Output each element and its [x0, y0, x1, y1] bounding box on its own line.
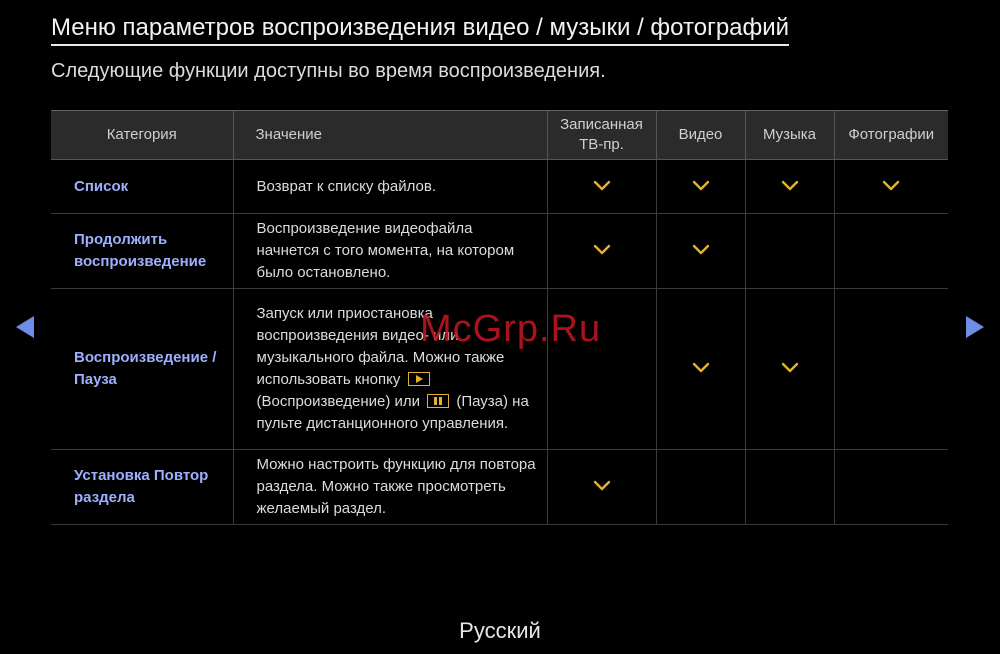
- play-icon: [408, 372, 430, 386]
- desc-text-1: Запуск или приостановка воспроизведения видео- или музыкального файла. Можно также использовать кнопку: [256, 305, 505, 388]
- table-header-row: [51, 111, 948, 160]
- check-icon: [692, 361, 710, 373]
- check-icon: [781, 179, 799, 191]
- cell-photos: [834, 289, 948, 450]
- header-category: Категория: [51, 111, 233, 160]
- pause-icon: [427, 394, 449, 408]
- header-music: Музыка: [745, 111, 834, 160]
- table-row: [51, 160, 948, 214]
- page-subtitle: Следующие функции доступны во время воспроизведения.: [51, 60, 606, 82]
- check-icon: [882, 179, 900, 191]
- cell-music: [745, 160, 834, 214]
- watermark: McGrp.Ru: [420, 308, 602, 350]
- check-icon: [593, 243, 611, 255]
- header-photos: Фотографии: [834, 111, 948, 160]
- cell-music: [745, 289, 834, 450]
- desc-text-3: (Пауза) на пульте дистанционного управления.: [256, 393, 529, 432]
- row-category: Воспроизведение / Пауза: [51, 289, 233, 450]
- check-icon: [781, 361, 799, 373]
- row-description: Можно настроить функцию для повтора раздела. Можно также просмотреть желаемый раздел.: [233, 450, 547, 525]
- language-label: Русский: [459, 618, 541, 643]
- cell-music: [745, 450, 834, 525]
- desc-text-2: (Воспроизведение) или: [256, 393, 420, 410]
- cell-video: [656, 289, 745, 450]
- check-icon: [692, 179, 710, 191]
- page-title: Меню параметров воспроизведения видео / музыки / фотографий: [51, 14, 789, 46]
- check-icon: [593, 479, 611, 491]
- row-description: Воспроизведение видеофайла начнется с того момента, на котором было остановлено.: [233, 214, 547, 289]
- cell-video: [656, 160, 745, 214]
- row-category: Список: [51, 160, 233, 214]
- cell-photos: [834, 214, 948, 289]
- prev-page-arrow[interactable]: [16, 316, 34, 338]
- cell-recorded: [547, 450, 656, 525]
- cell-recorded: [547, 160, 656, 214]
- cell-video: [656, 214, 745, 289]
- cell-photos: [834, 450, 948, 525]
- next-page-arrow[interactable]: [966, 316, 984, 338]
- row-category: Установка Повтор раздела: [51, 450, 233, 525]
- table-row: [51, 450, 948, 525]
- cell-music: [745, 214, 834, 289]
- cell-photos: [834, 160, 948, 214]
- cell-recorded: [547, 214, 656, 289]
- table-row: [51, 214, 948, 289]
- check-icon: [692, 243, 710, 255]
- header-video: Видео: [656, 111, 745, 160]
- check-icon: [593, 179, 611, 191]
- row-category: Продолжить воспроизведение: [51, 214, 233, 289]
- header-value: Значение: [233, 111, 547, 160]
- row-description: Возврат к списку файлов.: [233, 160, 547, 214]
- header-recorded: Записанная ТВ-пр.: [547, 111, 656, 160]
- cell-video: [656, 450, 745, 525]
